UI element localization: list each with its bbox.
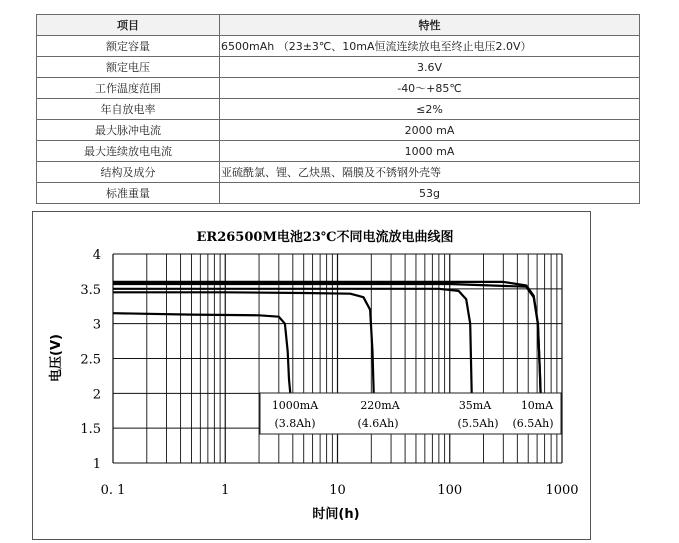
x-tick-label: 1000	[545, 483, 579, 498]
y-tick-label: 3.5	[80, 282, 101, 298]
row-label: 标准重量	[37, 183, 220, 204]
row-value: 2000 mA	[220, 120, 640, 141]
y-tick-label: 2	[92, 387, 101, 403]
row-value: -40～+85℃	[220, 78, 640, 99]
x-axis-label: 时间(h)	[312, 507, 360, 522]
row-label: 结构及成分	[37, 162, 220, 183]
chart-title: ER26500M电池23℃不同电流放电曲线图	[196, 230, 454, 245]
y-tick-label: 1.5	[80, 422, 101, 438]
legend-current-label: 220mA	[360, 399, 400, 412]
legend-capacity-label: (5.5Ah)	[457, 417, 499, 430]
row-label: 最大脉冲电流	[37, 120, 220, 141]
row-value: 1000 mA	[220, 141, 640, 162]
y-tick-label: 4	[92, 248, 101, 263]
row-label: 额定电压	[37, 57, 220, 78]
x-tick-label: 10	[329, 483, 346, 498]
x-tick-labels	[101, 483, 579, 498]
row-value: ≤2%	[220, 99, 640, 120]
legend-current-label: 1000mA	[271, 399, 319, 412]
y-axis-label: 电压(V)	[49, 334, 64, 382]
x-tick-label: 0. 1	[100, 483, 126, 498]
legend-current-label: 35mA	[458, 399, 492, 412]
row-value: 3.6V	[220, 57, 640, 78]
header-item: 项目	[37, 15, 220, 36]
row-label: 年自放电率	[37, 99, 220, 120]
row-value: 亚硫酰氯、锂、乙炔黑、隔膜及不锈钢外壳等	[220, 162, 640, 183]
legend-current-label: 10mA	[520, 399, 554, 412]
y-tick-label: 1	[92, 457, 101, 472]
header-feature: 特性	[220, 15, 640, 36]
row-value: 6500mAh （23±3℃、10mA恒流连续放电至终止电压2.0V）	[220, 36, 640, 57]
x-tick-label: 1	[221, 483, 230, 498]
legend-capacity-label: (3.8Ah)	[274, 417, 316, 430]
legend-capacity-label: (4.6Ah)	[357, 417, 399, 430]
series-line	[113, 313, 290, 393]
y-tick-label: 3	[92, 317, 101, 333]
row-label: 最大连续放电电流	[37, 141, 220, 162]
series-line	[113, 292, 374, 393]
row-value: 53g	[220, 183, 640, 204]
y-tick-label: 2.5	[80, 352, 101, 368]
row-label: 工作温度范围	[37, 78, 220, 99]
x-tick-label: 100	[437, 483, 463, 498]
y-tick-labels	[80, 248, 101, 472]
row-label: 额定容量	[37, 36, 220, 57]
legend-capacity-label: (6.5Ah)	[512, 417, 554, 430]
